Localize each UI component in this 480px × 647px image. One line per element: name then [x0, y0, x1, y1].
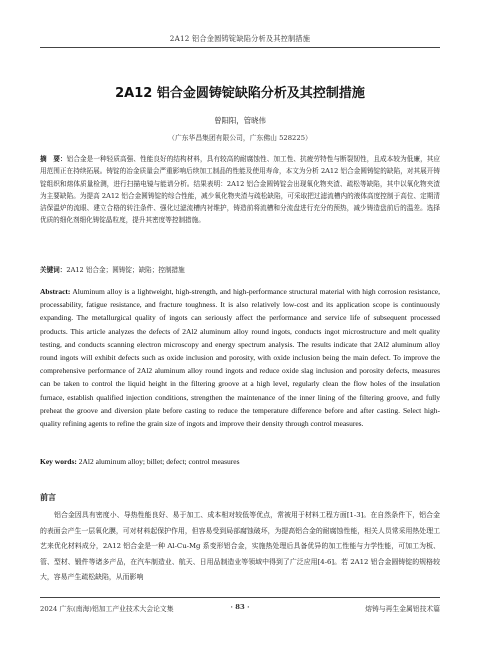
footer-rule: [40, 597, 440, 598]
section-heading: 前言: [40, 493, 56, 502]
chinese-keywords-text: 2A12 铝合金；圆铸锭；缺陷；控制措施: [66, 266, 185, 274]
english-keywords-text: 2Al2 aluminum alloy; billet; defect; control measures: [78, 457, 240, 466]
english-keywords-label: Key words:: [40, 457, 77, 466]
chinese-abstract: [40, 153, 440, 227]
paper-title: 2A12 铝合金圆铸锭缺陷分析及其控制措施: [115, 86, 365, 101]
running-header: 2A12 铝合金圆铸锭缺陷分析及其控制措施: [169, 34, 311, 43]
english-abstract: [40, 285, 440, 430]
authors: 曾阳阳，管晓伟: [214, 116, 266, 125]
footer-left: 2024 广东(南海)铝加工产业技术大会论文集: [40, 605, 174, 613]
english-abstract-text: Aluminum alloy is a lightweight, high-strength, and high-performance structural material with high corrosion resistance, processability, fatigue resistance, and fracture toughness. It is also relatively low-cost and its application scope is continuously expanding. The metallurgical quality of ingots can seriously affect the performance and service life of subsequent processed products. This article analyzes the defects of 2Al2 aluminum alloy round ingots, conducts ingot microstructure and melt quality testing, and conducts scanning electron microscopy and energy spectrum analysis. The results indicate that 2Al2 aluminum alloy round ingots will exhibit defects such as oxide inclusion and porosity, with oxide inclusion being the main defect. To improve the comprehensive performance of 2Al2 aluminum alloy round ingots and reduce oxide slag inclusion and porosity defects, measures can be taken to control the liquid height in the filtering groove at a high level, regularly clean the flow holes of the insulation furnace, establish qualified injection conditions, strengthen the maintenance of the inner lining of the filtering groove, and fully preheat the groove and diversion plate before casting to reduce the temperature difference before and after casting. Select high-quality refining agents to refine the grain size of ingots and improve their density through control measures.: [40, 287, 440, 429]
english-abstract-label: Abstract:: [40, 287, 71, 296]
chinese-keywords-label: 关键词：: [40, 266, 67, 274]
section-body-text: 铝合金因具有密度小、导热性能良好、易于加工、成本相对较低等优点，常被用于材料工程方面[1-3]。在自然条件下，铝合金的表面会产生一层氧化膜，可对材料起保护作用，但容易受到局部腐蚀破坏，为提高铝合金的耐腐蚀性能，相关人员常采用热处理工艺来优化材料成分，2A12 铝合金是一种 Al-Cu-Mg 系变形铝合金，实施热处理后具备优异的加工性能与力学性能，可加工为板、管、型材、锻件等诸多产品，在汽车制造业、航天、日用品制造业等领域中得到了广泛应用[4-6]。若 2A12 铝合金圆铸锭的规格较大，容易产生疏松缺陷，从而影响: [40, 511, 440, 582]
page-number: · 83 ·: [230, 603, 250, 611]
english-keywords: [40, 457, 440, 466]
chinese-abstract-label: 摘 要：: [40, 155, 67, 163]
affiliation: （广东华昌集团有限公司，广东佛山 528225）: [168, 134, 312, 142]
footer-right: 熔铸与再生金属铝技术篇: [365, 605, 440, 613]
chinese-keywords: [40, 264, 440, 274]
chinese-abstract-text: 铝合金是一种轻质高强、性能良好的结构材料，具有较高的耐腐蚀性、加工性、抗疲劳特性与断裂韧性，且成本较为低廉，其应用范围正在持续拓展。铸锭的冶金质量会严重影响后续加工制品的性能及使用寿命，本文为分析 2A12 铝合金圆铸锭的缺陷，对其展开铸锭组织和熔体质量检测，进行扫描电镜与能谱分析。结果表明：2A12 铝合金圆铸锭会出现氧化物夹渣、疏松等缺陷，其中以氧化物夹渣为主要缺陷。为提高 2A12 铝合金圆铸锭的综合性能，减少氧化物夹渣与疏松缺陷，可采取把过滤流槽内的液体高度控制于高位、定期清洁保温炉的流眼、建立合格的转注条件、强化过滤流槽内衬维护，铸造前将流槽和分流盘进行充分的预热，减少铸造盘前后的温差。选择优质的细化剂细化铸锭晶粒度，提升其密度等控制措施。: [40, 155, 440, 225]
header-rule: [40, 47, 440, 48]
